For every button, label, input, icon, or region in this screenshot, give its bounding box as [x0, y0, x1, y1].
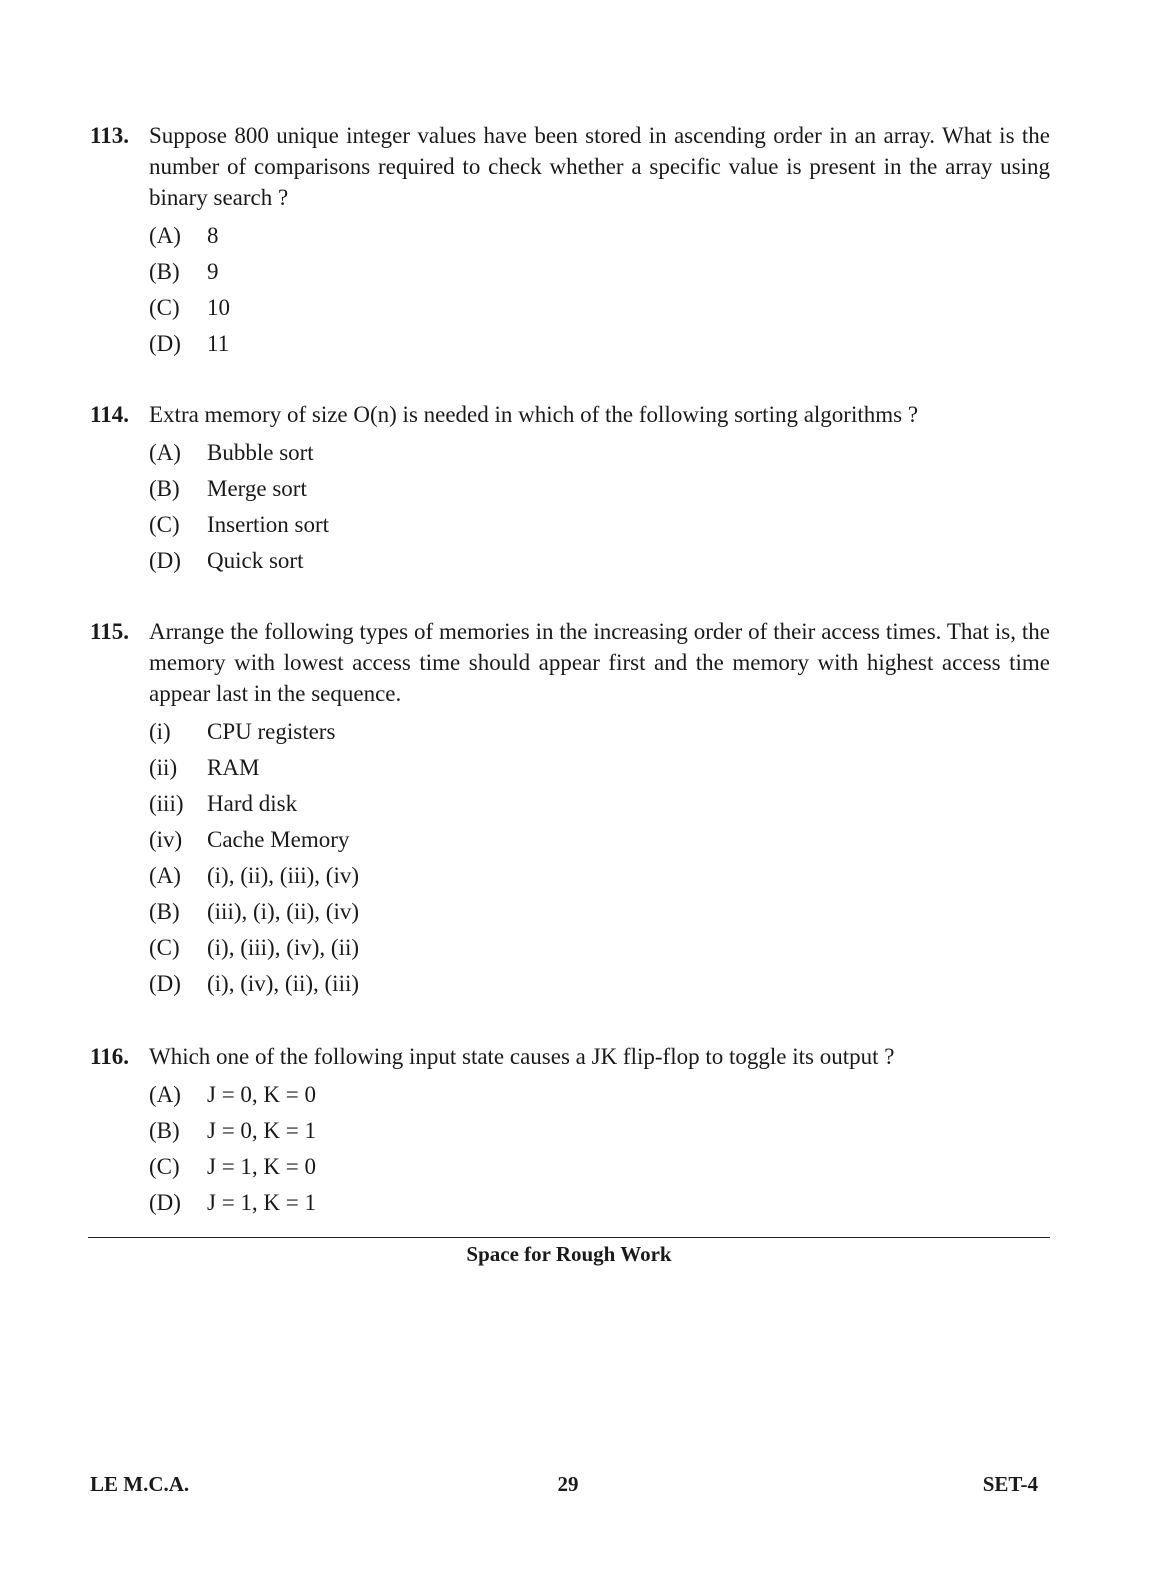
item-text: RAM — [207, 755, 260, 780]
item-label: (iv) — [149, 827, 183, 852]
option-label: (B) — [149, 1118, 180, 1143]
question-header — [90, 399, 1050, 430]
option-text: (i), (ii), (iii), (iv) — [207, 863, 360, 888]
question-number: 114. — [90, 402, 129, 427]
option-text: 8 — [207, 223, 219, 248]
option-label: (C) — [149, 1154, 180, 1179]
option-label: (B) — [149, 899, 180, 924]
question-text: Suppose 800 unique integer values have been stored in ascending order in an array. What is the number of comparisons required to check whether a specific value is present in the array using binary search ? — [149, 123, 1050, 210]
option-label: (A) — [149, 1082, 181, 1107]
question-number: 115. — [90, 619, 129, 644]
option-text: J = 1, K = 1 — [207, 1190, 317, 1215]
option-label: (C) — [149, 935, 180, 960]
option-label: (C) — [149, 512, 180, 537]
option-text: Merge sort — [207, 476, 307, 501]
option-label: (B) — [149, 259, 180, 284]
option-b — [149, 1113, 1050, 1149]
question-header — [90, 616, 1050, 709]
option-text: 10 — [207, 295, 230, 320]
option-label: (A) — [149, 440, 181, 465]
option-c — [149, 930, 1050, 966]
option-a — [149, 435, 1050, 471]
item-label: (iii) — [149, 791, 184, 816]
option-b — [149, 471, 1050, 507]
list-item — [149, 714, 1050, 750]
option-text: (i), (iv), (ii), (iii) — [207, 971, 360, 996]
option-d — [149, 966, 1050, 1002]
rough-work-label: Space for Rough Work — [466, 1242, 672, 1266]
option-c — [149, 507, 1050, 543]
item-label: (ii) — [149, 755, 178, 780]
option-b — [149, 254, 1050, 290]
option-label: (A) — [149, 863, 181, 888]
footer-course: LE M.C.A. — [90, 1472, 190, 1496]
option-text: J = 1, K = 0 — [207, 1154, 317, 1179]
option-text: Quick sort — [207, 548, 304, 573]
option-a — [149, 1077, 1050, 1113]
list-item — [149, 786, 1050, 822]
question-header — [90, 120, 1050, 213]
item-text: Hard disk — [207, 791, 298, 816]
option-text: (iii), (i), (ii), (iv) — [207, 899, 360, 924]
option-label: (B) — [149, 476, 180, 501]
question-text: Extra memory of size O(n) is needed in which of the following sorting algorithms ? — [149, 402, 919, 427]
option-text: 9 — [207, 259, 219, 284]
question-116 — [90, 1041, 1050, 1221]
option-text: Bubble sort — [207, 440, 314, 465]
option-text: J = 0, K = 0 — [207, 1082, 317, 1107]
footer-page-number: 29 — [557, 1472, 579, 1496]
option-d — [149, 543, 1050, 579]
footer-set: SET-4 — [982, 1472, 1038, 1496]
question-header — [90, 1041, 1050, 1072]
option-label: (D) — [149, 331, 181, 356]
item-label: (i) — [149, 719, 171, 744]
option-b — [149, 894, 1050, 930]
option-a — [149, 858, 1050, 894]
question-114 — [90, 399, 1050, 579]
question-number: 113. — [90, 123, 129, 148]
question-113 — [90, 120, 1050, 362]
question-115 — [90, 616, 1050, 1002]
question-text: Arrange the following types of memories in the increasing order of their access times. That is, the memory with lowest access time should appear first and the memory with highest access time appear last in the sequence. — [149, 619, 1050, 706]
option-label: (D) — [149, 1190, 181, 1215]
option-text: (i), (iii), (iv), (ii) — [207, 935, 360, 960]
option-label: (A) — [149, 223, 181, 248]
option-d — [149, 326, 1050, 362]
item-text: CPU registers — [207, 719, 336, 744]
option-c — [149, 290, 1050, 326]
option-label: (C) — [149, 295, 180, 320]
question-number: 116. — [90, 1044, 129, 1069]
option-c — [149, 1149, 1050, 1185]
option-text: 11 — [207, 331, 230, 356]
option-a — [149, 218, 1050, 254]
option-label: (D) — [149, 548, 181, 573]
divider — [88, 1237, 1050, 1238]
option-label: (D) — [149, 971, 181, 996]
list-item — [149, 822, 1050, 858]
option-text: Insertion sort — [207, 512, 330, 537]
option-d — [149, 1185, 1050, 1221]
option-text: J = 0, K = 1 — [207, 1118, 317, 1143]
question-text: Which one of the following input state causes a JK flip-flop to toggle its output ? — [149, 1044, 895, 1069]
item-text: Cache Memory — [207, 827, 350, 852]
list-item — [149, 750, 1050, 786]
